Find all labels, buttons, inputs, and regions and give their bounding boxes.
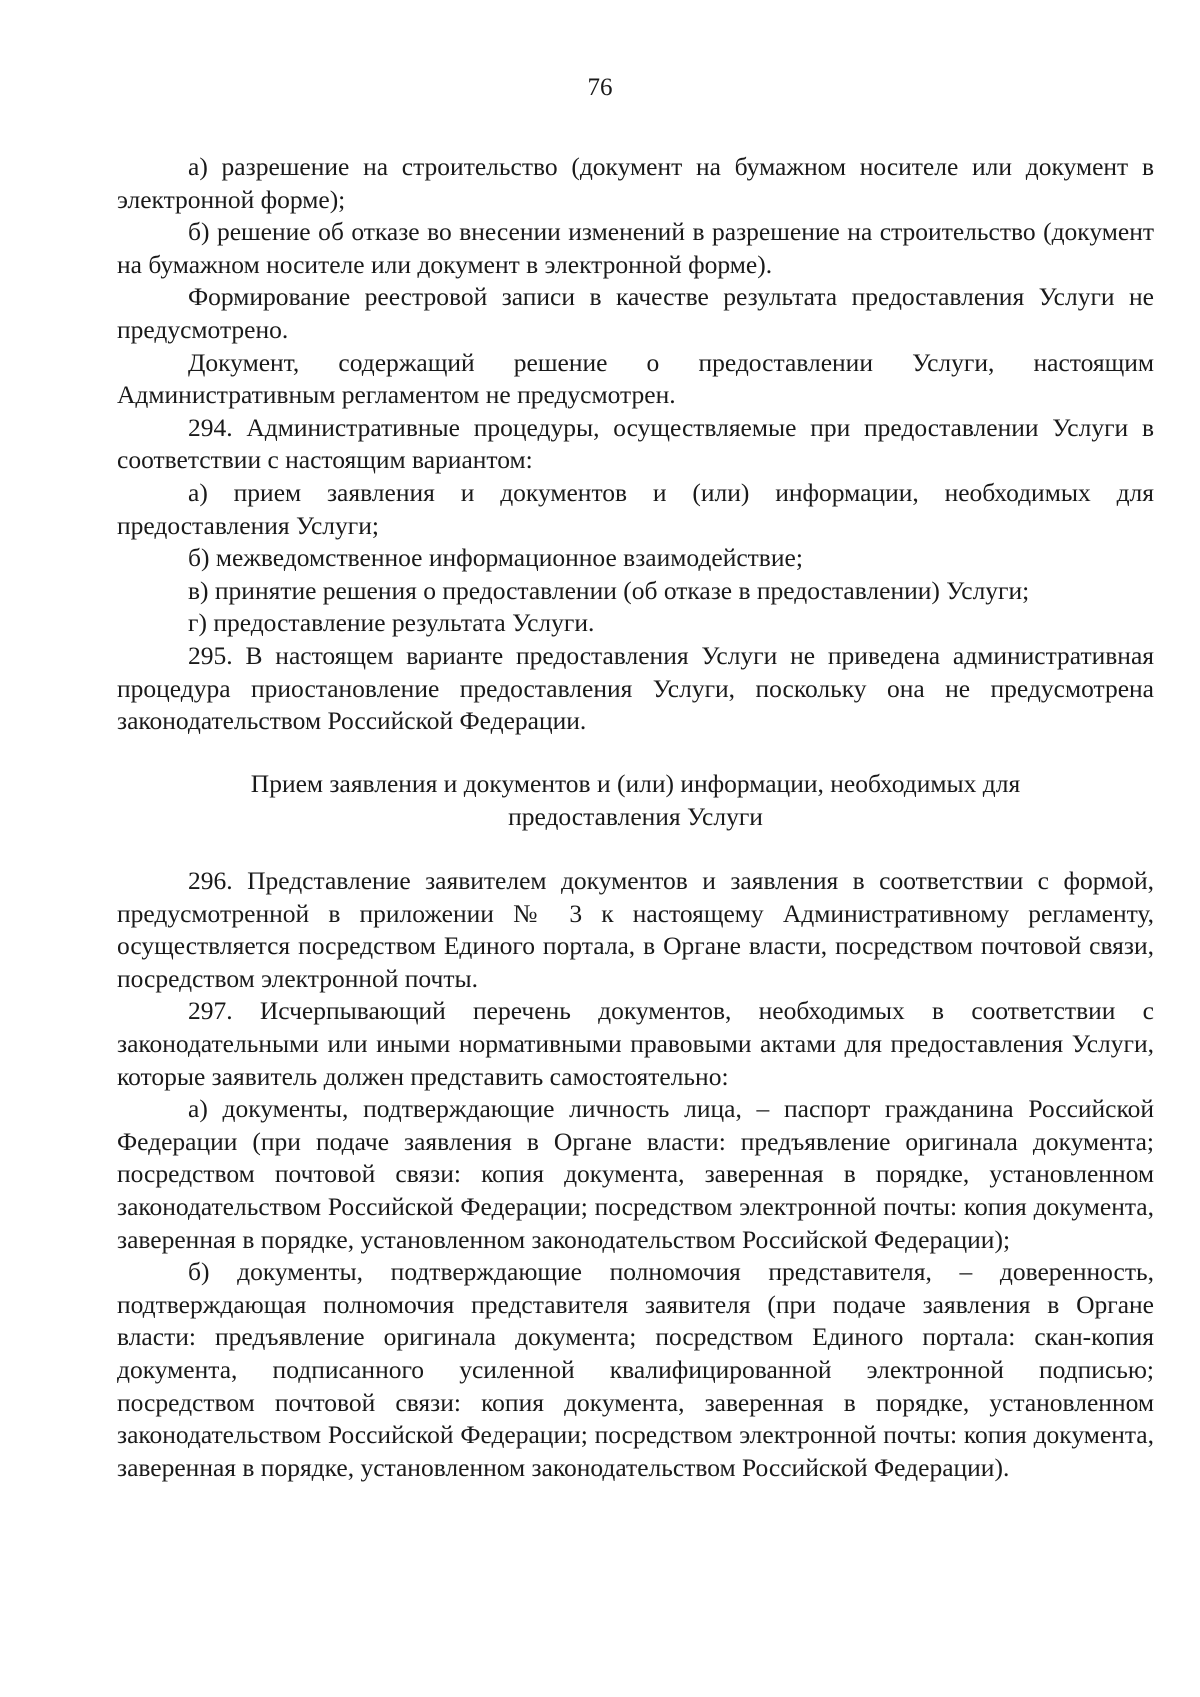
- paragraph-296: 296. Представление заявителем документов и заявления в соответствии с формой, предусмотренной в приложении № 3 к настоящему Административному регламенту, осуществляется посредством Единого портала, в Органе власти, посредством почтовой связи, посредством электронной почты.: [117, 866, 1154, 993]
- paragraph-294-a: а) прием заявления и документов и (или) информации, необходимых для предоставления Услуги;: [117, 477, 1154, 540]
- section-heading-line-1: Прием заявления и документов и (или) информации, необходимых для: [250, 769, 1021, 798]
- paragraph-decision-document: Документ, содержащий решение о предоставлении Услуги, настоящим Административным регламентом не предусмотрен.: [117, 347, 1154, 410]
- paragraph-294-g: г) предоставление результата Услуги.: [188, 608, 595, 638]
- paragraph-297-b: б) документы, подтверждающие полномочия представителя, – доверенность, подтверждающая полномочия представителя заявителя (при подаче заявления в Органе власти: предъявление оригинала документа; посредством Единого портала: скан-копия документа, подписанного усиленной квалифицированной электронной подписью; посредством почтовой связи: копия документа, заверенная в порядке, установленном законодательством Российской Федерации; посредством электронной почты: копия документа, заверенная в порядке, установленном законодательством Российской Федерации).: [117, 1257, 1154, 1482]
- paragraph-result-refusal: б) решение об отказе во внесении изменений в разрешение на строительство (документ на бумажном носителе или документ в электронной форме).: [117, 217, 1154, 279]
- paragraph-294: 294. Административные процедуры, осуществляемые при предоставлении Услуги в соответствии с настоящим вариантом:: [117, 412, 1154, 475]
- paragraph-registry-record: Формирование реестровой записи в качестве результата предоставления Услуги не предусмотрено.: [117, 282, 1154, 344]
- paragraph-294-v: в) принятие решения о предоставлении (об отказе в предоставлении) Услуги;: [188, 575, 1030, 605]
- page-number: 76: [587, 74, 613, 101]
- section-heading: [117, 768, 1154, 833]
- section-application-intake: [117, 865, 1154, 1484]
- paragraph-result-permit: а) разрешение на строительство (документ на бумажном носителе или документ в электронной форме);: [117, 152, 1154, 214]
- section-results-and-procedures: [117, 151, 1154, 738]
- paragraph-297: 297. Исчерпывающий перечень документов, необходимых в соответствии с законодательными или иными нормативными правовыми актами для предоставления Услуги, которые заявитель должен представить самостоятельно:: [117, 996, 1154, 1091]
- paragraph-294-b: б) межведомственное информационное взаимодействие;: [188, 543, 803, 573]
- paragraph-295: 295. В настоящем варианте предоставления Услуги не приведена административная процедура приостановление предоставления Услуги, поскольку она не предусмотрена законодательством Российской Федерации.: [117, 640, 1154, 736]
- section-heading-line-2: предоставления Услуги: [508, 801, 763, 831]
- paragraph-297-a: а) документы, подтверждающие личность лица, – паспорт гражданина Российской Федерации (при подаче заявления в Органе власти: предъявление оригинала документа; посредством почтовой связи: копия документа, заверенная в порядке, установленном законодательством Российской Федерации; посредством электронной почты: копия документа, заверенная в порядке, установленном законодательством Российской Федерации);: [117, 1094, 1154, 1254]
